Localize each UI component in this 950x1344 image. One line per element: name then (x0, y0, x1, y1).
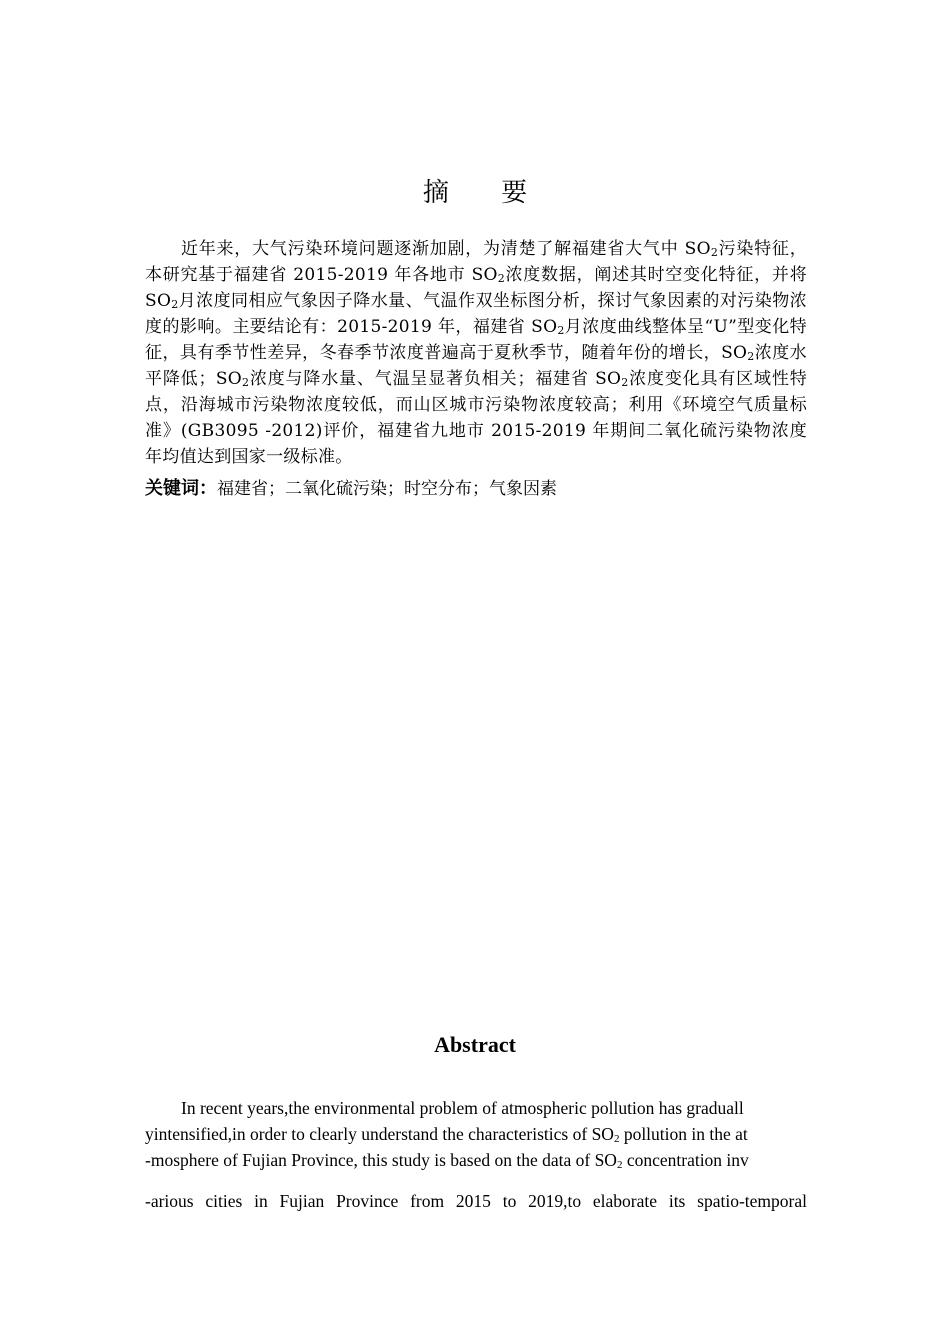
keywords-label: 关键词： (145, 478, 217, 499)
subscript-2: 2 (616, 1159, 623, 1171)
en-abstract-line-1: In recent years,the environmental problem of atmospheric pollution has graduall (181, 1098, 744, 1118)
en-line3-part-a: -mosphere of Fujian Province, this study is based on the data of SO (145, 1150, 617, 1170)
subscript-2: 2 (557, 324, 565, 337)
cn-abstract-seg5: 月浓度曲线整体呈“U”型变化特征，具有季节性差异，冬春季节浓度普遍高于夏秋季节，随着年份的增长，SO (145, 317, 807, 363)
keywords-value: 福建省；二氧化硫污染；时空分布；气象因素 (217, 479, 557, 499)
english-abstract-title: Abstract (434, 1032, 516, 1057)
en-line3-part-b: concentration inv (622, 1150, 749, 1170)
chinese-keywords (145, 476, 807, 502)
en-line2-part-a: yintensified,in order to clearly understand the characteristics of SO (145, 1124, 614, 1144)
cn-abstract-seg2: 污染特征，本研究基于福建省 2015-2019 年各地市 SO (145, 239, 807, 285)
en-line2-part-b: pollution in the at (619, 1124, 748, 1144)
subscript-2: 2 (242, 376, 250, 389)
cn-abstract-seg3: 浓度数据，阐述其时空变化特征，并将 SO (145, 265, 807, 311)
subscript-2: 2 (497, 272, 506, 285)
cn-abstract-seg7: 浓度与降水量、气温呈显著负相关；福建省 SO (249, 369, 622, 389)
en-abstract-line-3 (145, 1147, 807, 1173)
cn-abstract-seg1: 近年来，大气污染环境问题逐渐加剧，为清楚了解福建省大气中 SO (181, 239, 711, 259)
chinese-abstract-title: 摘 要 (422, 178, 550, 208)
cn-abstract-seg6: 浓度水平降低；SO (145, 343, 807, 389)
en-abstract-line-4: -arious cities in Fujian Province from 2015 to 2019,to elaborate its spatio-temporal (145, 1191, 807, 1211)
subscript-2: 2 (747, 350, 755, 363)
subscript-2: 2 (710, 246, 719, 259)
subscript-2: 2 (613, 1133, 620, 1145)
cn-abstract-seg8: 浓度变化具有区域性特点，沿海城市污染物浓度较低，而山区城市污染物浓度较高；利用《环境空气质量标准》(GB3095 -2012)评价，福建省九地市 2015-2019 年期间二氧化硫污染物浓度年均值达到国家一级标准。 (145, 369, 808, 467)
subscript-2: 2 (621, 376, 629, 389)
subscript-2: 2 (171, 298, 179, 311)
en-abstract-line-2 (145, 1121, 807, 1147)
chinese-abstract-body (145, 236, 807, 470)
cn-abstract-seg4: 月浓度同相应气象因子降水量、气温作双坐标图分析，探讨气象因素的对污染物浓度的影响。主要结论有：2015-2019 年，福建省 SO (145, 291, 807, 337)
